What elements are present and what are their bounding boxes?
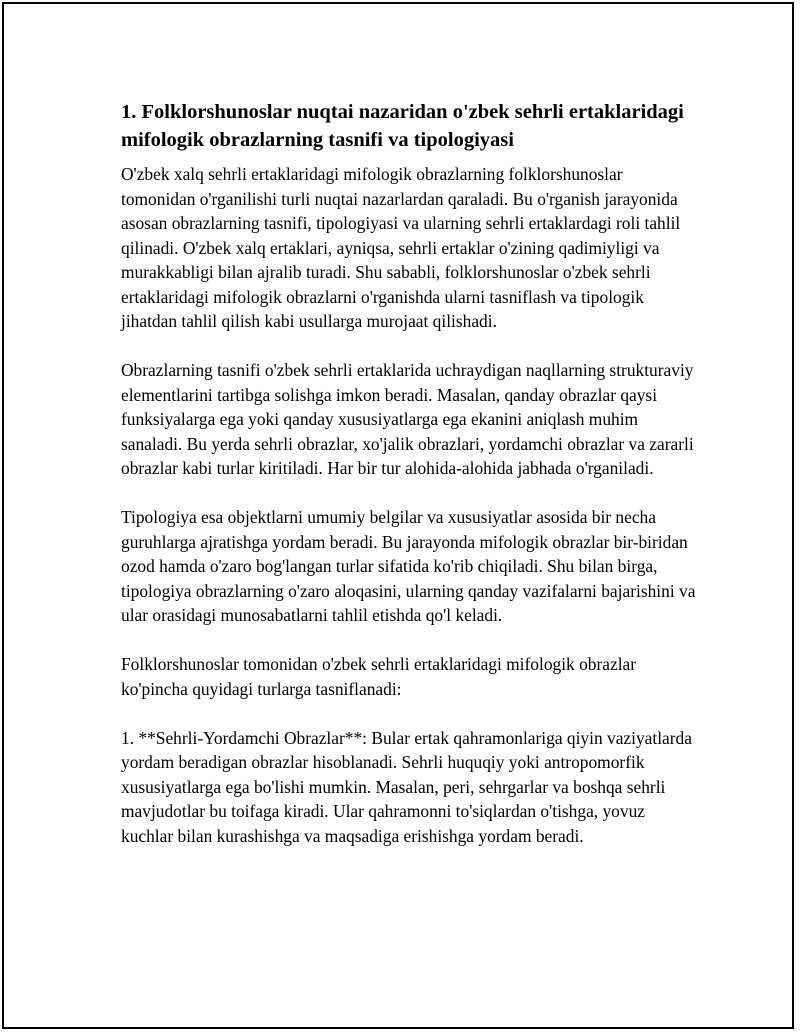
- page-frame: [2, 2, 794, 1029]
- paragraph-typology: Tipologiya esa objektlarni umumiy belgilar va xususiyatlar asosida bir necha guruhlarga ajratishga yordam beradi. Bu jarayonda mifologik obrazlar bir-biridan ozod hamda o'zaro bog'langan turlar sifatida ko'rib chiqiladi. Shu bilan birga, tipologiya obrazlarning o'zaro aloqasini, ularning qanday vazifalarni bajarishini va ular orasidagi munosabatlarni tahlil etishda qo'l keladi.: [121, 507, 696, 625]
- document-body: [121, 98, 696, 873]
- paragraph-types-intro: Folklorshunoslar tomonidan o'zbek sehrli ertaklaridagi mifologik obrazlar ko'pincha quyidagi turlarga tasniflanadi:: [121, 654, 637, 699]
- paragraph-intro: O'zbek xalq sehrli ertaklaridagi mifologik obrazlarning folklorshunoslar tomonidan o'rganilishi turli nuqtai nazarlardan qaraladi. Bu o'rganish jarayonida asosan obrazlarning tasnifi, tipologiyasi va ularning sehrli ertaklardagi roli tahlil qilinadi. O'zbek xalq ertaklari, ayniqsa, sehrli ertaklar o'zining qadimiyligi va murakkabligi bilan ajralib turadi. Shu sababli, folklorshunoslar o'zbek sehrli ertaklaridagi mifologik obrazlarni o'rganishda ularni tasniflash va tipologik jihatdan tahlil qilish kabi usullarga murojaat qilishadi.: [121, 164, 681, 331]
- paragraph-classification: Obrazlarning tasnifi o'zbek sehrli ertaklarida uchraydigan naqllarning strukturaviy elementlarini tartibga solishga imkon beradi. Masalan, qanday obrazlar qaysi funksiyalarga ega yoki qanday xususiyatlarga ega ekanini aniqlash muhim sanaladi. Bu yerda sehrli obrazlar, xo'jalik obrazlari, yordamchi obrazlar va zararli obrazlar kabi turlar kiritiladi. Har bir tur alohida-alohida jabhada o'rganiladi.: [121, 360, 694, 478]
- document-title: 1. Folklorshunoslar nuqtai nazaridan o'zbek sehrli ertaklaridagi mifologik obrazlarning tasnifi va tipologiyasi: [121, 101, 684, 151]
- paragraph-list-item-1: 1. **Sehrli-Yordamchi Obrazlar**: Bular ertak qahramonlariga qiyin vaziyatlarda yordam beradigan obrazlar hisoblanadi. Sehrli huquqiy yoki antropomorfik xususiyatlarga ega bo'lishi mumkin. Masalan, peri, sehrgarlar va boshqa sehrli mavjudotlar bu toifaga kiradi. Ular qahramonni to'siqlardan o'tishga, yovuz kuchlar bilan kurashishga va maqsadiga erishishga yordam beradi.: [121, 727, 692, 846]
